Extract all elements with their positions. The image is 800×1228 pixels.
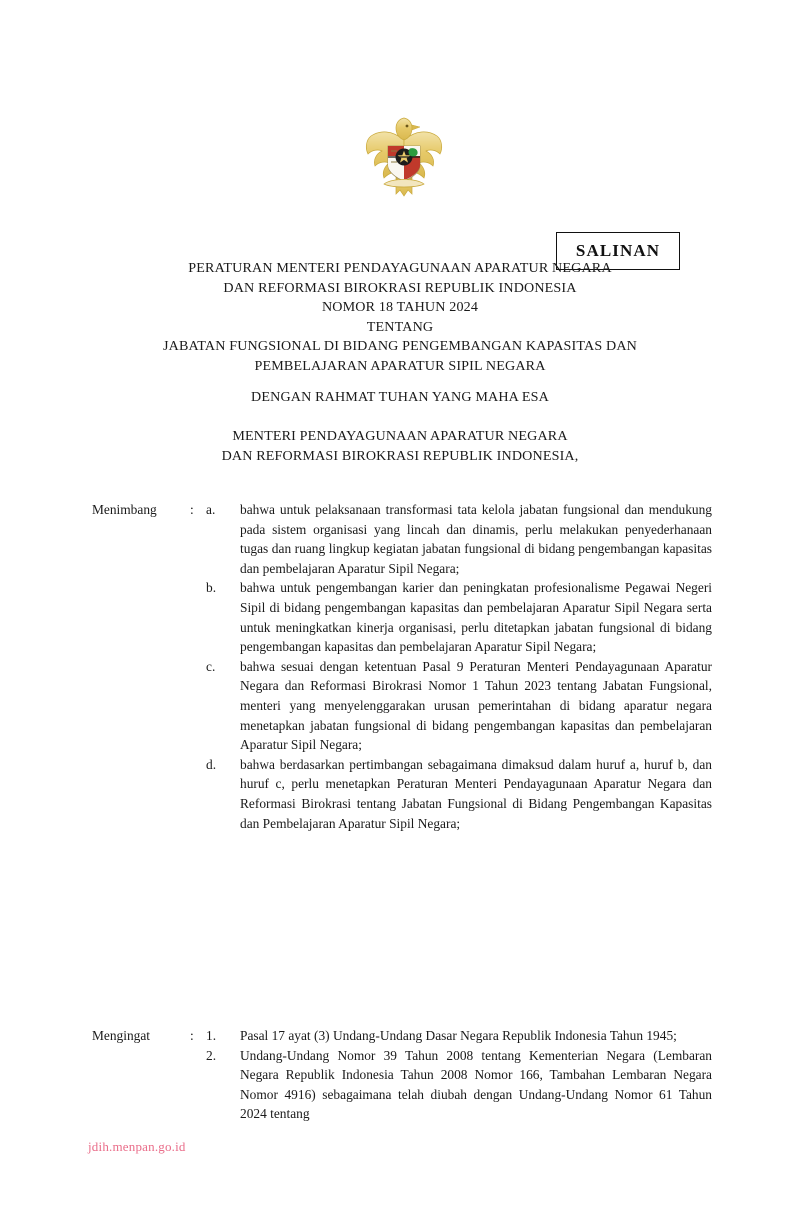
menimbang-text-d: bahwa berdasarkan pertimbangan sebagaimana dimaksud dalam huruf a, huruf b, dan huruf c, perlu menetapkan Peraturan Menteri Pendayagunaan Aparatur Negara dan Reformasi Birokrasi tentang Jabatan Fungsional di Bidang Pengembangan Kapasitas dan Pembelajaran Aparatur Sipil Negara; [240, 756, 712, 831]
issuing-authority [100, 427, 700, 466]
mengingat-text-1: Pasal 17 ayat (3) Undang-Undang Dasar Negara Republik Indonesia Tahun 1945; [240, 1028, 677, 1043]
title-line-6: PEMBELAJARAN APARATUR SIPIL NEGARA [254, 357, 546, 374]
authority-line-1: MENTERI PENDAYAGUNAAN APARATUR NEGARA [232, 428, 568, 444]
jdih-watermark: jdih.menpan.go.id [88, 1139, 186, 1154]
menimbang-text-c: bahwa sesuai dengan ketentuan Pasal 9 Peraturan Menteri Pendayagunaan Aparatur Negara dan Reformasi Birokrasi Nomor 1 Tahun 2023 tentang Jabatan Fungsional, menteri yang menyelenggarakan urusan pemerintahan di bidang aparatur negara menetapkan jabatan fungsional di bidang pengembangan kapasitas dan pembelajaran Aparatur Sipil Negara; [240, 658, 712, 753]
mengingat-label: Mengingat [92, 1028, 151, 1043]
menimbang-item-b [92, 578, 712, 656]
rahmat-statement [100, 388, 700, 408]
mengingat-item-1 [92, 1026, 712, 1046]
menimbang-colon: : [190, 502, 194, 517]
menimbang-item-d [92, 755, 712, 833]
document-title [100, 259, 700, 376]
mengingat-text-2: Undang-Undang Nomor 39 Tahun 2008 tentang Kementerian Negara (Lembaran Negara Republik Indonesia Tahun 2008 Nomor 166, Tambahan Lembaran Negara Nomor 4916) sebagaimana telah diubah dengan Undang-Undang Nomor 61 Tahun 2024 tentang [240, 1047, 712, 1122]
menimbang-section [92, 500, 712, 833]
menimbang-marker-d: d. [206, 756, 217, 772]
document-header [0, 108, 800, 260]
mengingat-marker-2: 2. [206, 1047, 217, 1063]
mengingat-colon: : [190, 1028, 194, 1043]
mengingat-item-2 [92, 1046, 712, 1124]
mengingat-marker-1: 1. [206, 1028, 217, 1043]
menimbang-label: Menimbang [92, 502, 157, 517]
menimbang-item-c [92, 657, 712, 755]
title-line-3-number: NOMOR 18 TAHUN 2024 [321, 299, 479, 315]
title-line-1: PERATURAN MENTERI PENDAYAGUNAAN APARATUR NEGARA [188, 260, 612, 276]
menimbang-marker-a: a. [206, 502, 216, 517]
title-line-5: JABATAN FUNGSIONAL DI BIDANG PENGEMBANGAN KAPASITAS DAN [163, 338, 637, 354]
salinan-label: SALINAN [575, 241, 661, 260]
menimbang-text-a: bahwa untuk pelaksanaan transformasi tata kelola jabatan fungsional dan mendukung pada sistem organisasi yang lincah dan dinamis, perlu melakukan penyederhanaan tugas dan ruang lingkup kegiatan jabatan fungsional di bidang pengembangan kapasitas dan pembelajaran Aparatur Sipil Negara; [240, 502, 712, 576]
menimbang-marker-b: b. [206, 580, 217, 596]
rahmat-line: DENGAN RAHMAT TUHAN YANG MAHA ESA [251, 389, 549, 405]
title-line-4-tentang: TENTANG [366, 318, 434, 335]
authority-line-2: DAN REFORMASI BIROKRASI REPUBLIK INDONESIA, [221, 447, 579, 464]
menimbang-text-b: bahwa untuk pengembangan karier dan peningkatan profesionalisme Pegawai Negeri Sipil di bidang pengembangan kapasitas dan pembelajaran Aparatur Sipil Negara serta untuk meningkatkan kinerja organisasi, perlu ditetapkan jabatan fungsional di bidang pengembangan kapasitas dan pembelajaran Aparatur Sipil Negara; [240, 580, 712, 655]
mengingat-section [92, 1026, 712, 1124]
menimbang-marker-c: c. [206, 658, 216, 674]
menimbang-item-a [92, 500, 712, 578]
garuda-pancasila-emblem [362, 110, 446, 202]
title-line-2: DAN REFORMASI BIROKRASI REPUBLIK INDONESIA [223, 279, 577, 296]
